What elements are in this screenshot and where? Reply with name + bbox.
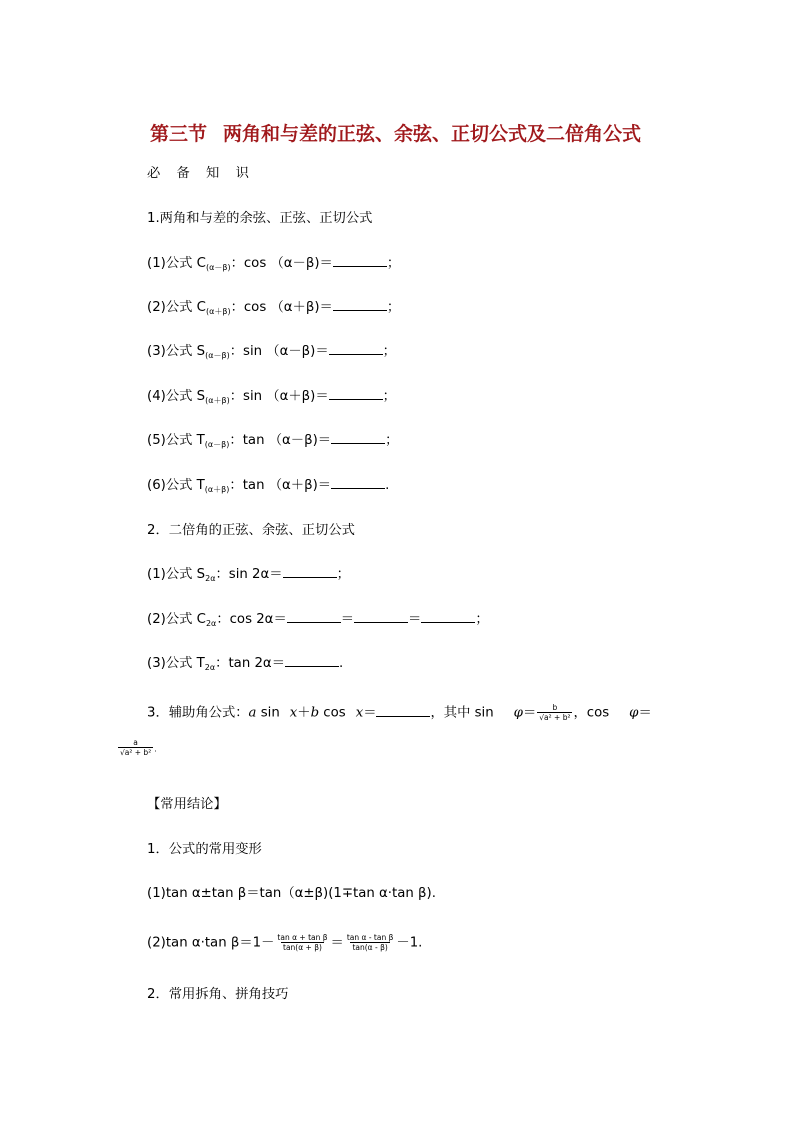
formula-end: ；	[386, 300, 401, 315]
answer-blank[interactable]	[287, 612, 341, 623]
auxiliary-angle-formula-cont	[117, 738, 157, 759]
answer-blank[interactable]	[331, 433, 385, 444]
formula-t-minus	[147, 432, 398, 454]
answer-blank[interactable]	[329, 389, 383, 400]
formula-prefix: (2)公式 C	[147, 300, 206, 315]
formula-expr: ：tan 2α＝	[215, 656, 285, 671]
answer-blank[interactable]	[421, 612, 475, 623]
formula-expr: ：sin （α－β)＝	[229, 344, 329, 359]
formula-subscript: (α＋β)	[204, 485, 230, 494]
var-x: x	[289, 705, 298, 721]
formula-end: .	[339, 656, 344, 671]
formula-subscript: (α＋β)	[205, 307, 231, 316]
formula-end: ；	[386, 256, 401, 271]
formula-prefix: (1)公式 C	[147, 256, 206, 271]
formula-end: ；	[382, 344, 396, 359]
answer-blank[interactable]	[285, 656, 339, 667]
answer-blank[interactable]	[333, 300, 387, 311]
answer-blank[interactable]	[354, 612, 408, 623]
var-b: b	[310, 705, 320, 721]
var-a: a	[248, 705, 257, 721]
formula-t2a	[147, 655, 343, 677]
formula-c-plus	[147, 299, 400, 321]
formula-s2a	[147, 566, 350, 588]
var-phi: φ	[629, 705, 639, 721]
formula-expr: ：sin 2α＝	[215, 567, 283, 582]
formula-subscript: (α－β)	[205, 351, 230, 360]
text-where: ，其中 sin	[430, 705, 494, 721]
formula-end: ；	[336, 567, 350, 582]
auxiliary-angle-formula	[147, 703, 652, 723]
formula-c-minus	[147, 255, 400, 277]
answer-blank[interactable]	[329, 344, 383, 355]
formula-expr: ：sin （α＋β)＝	[229, 389, 329, 404]
fraction-a-over-root: $\frac{a}{\text{√a² + b²}}$	[120, 738, 152, 757]
equals-sign: ＝	[330, 935, 344, 951]
formula-expr: ：cos （α－β)＝	[230, 256, 333, 271]
formula-expr: ：cos （α＋β)＝	[230, 300, 333, 315]
formula-prefix: (3)公式 T	[147, 656, 205, 671]
fraction-tan-sum: $\frac{\text{tan α + tan β}}{\tan(\alpha + \beta)}$	[277, 933, 328, 952]
formula-subscript: (α－β)	[205, 263, 231, 272]
answer-blank[interactable]	[376, 706, 430, 717]
func-sin: sin	[256, 705, 280, 721]
page-title	[150, 119, 670, 146]
formula-end: ；	[382, 389, 396, 404]
knowledge-heading: 必 备 知 识	[147, 166, 255, 181]
formula-prefix: (2)tan α·tan β＝1－	[147, 935, 275, 951]
section-title: 两角和与差的正弦、余弦、正切公式及二倍角公式	[223, 123, 642, 145]
equals-sign: ＝	[638, 705, 652, 721]
answer-blank[interactable]	[331, 478, 385, 489]
formula-end: .	[154, 744, 157, 754]
formula-prefix: (3)公式 S	[147, 344, 206, 359]
plus-sign: ＋	[297, 705, 311, 721]
formula-end: －1.	[396, 935, 423, 951]
formula-prefix: (2)公式 C	[147, 612, 206, 627]
section-number: 第三节	[150, 123, 208, 145]
formula-s-minus	[147, 343, 396, 365]
answer-blank[interactable]	[283, 567, 337, 578]
formula-subscript: 2α	[205, 574, 216, 583]
tan-product-identity	[147, 933, 422, 953]
formula-subscript: (α＋β)	[205, 396, 230, 405]
formula-prefix: (1)公式 S	[147, 567, 206, 582]
formula-c2a	[147, 611, 489, 633]
equals-sign: ＝	[408, 612, 422, 627]
equals-sign: ＝	[340, 612, 355, 627]
common-conclusions-heading: 【常用结论】	[147, 797, 227, 812]
formula-prefix: (4)公式 S	[147, 389, 206, 404]
fraction-tan-diff: $\frac{\text{tan α - tan β}}{\tan(\alpha - \beta)}$	[346, 933, 394, 952]
formula-end: ；	[385, 433, 399, 448]
formula-prefix: (6)公式 T	[147, 478, 205, 493]
part1-heading: 1.两角和与差的余弦、正弦、正切公式	[147, 211, 373, 226]
equals-sign: ＝	[363, 705, 377, 721]
formula-expr: ：tan （α－β)＝	[229, 433, 332, 448]
tan-sum-identity: (1)tan α±tan β＝tan（α±β)(1∓tan α·tan β).	[147, 886, 436, 901]
answer-blank[interactable]	[333, 256, 387, 267]
func-cos: cos	[319, 705, 346, 721]
formula-expr: ：cos 2α＝	[216, 612, 287, 627]
conclusion2-heading: 2．常用拆角、拼角技巧	[147, 987, 289, 1002]
formula-s-plus	[147, 388, 396, 410]
formula-end: ；	[475, 612, 489, 627]
fraction-b-over-root: $\frac{b}{\text{√a² + b²}}$	[539, 703, 571, 722]
formula-t-plus	[147, 477, 389, 499]
formula-prefix: 3．辅助角公式：	[147, 705, 249, 721]
formula-subscript: 2α	[204, 663, 216, 672]
var-x: x	[355, 705, 364, 721]
conclusion1-heading: 1．公式的常用变形	[147, 842, 262, 857]
formula-expr: ：tan （α＋β)＝	[229, 478, 332, 493]
formula-end: .	[385, 478, 390, 493]
var-phi: φ	[513, 705, 523, 721]
equals-sign: ＝	[522, 705, 537, 721]
formula-subscript: 2α	[205, 619, 217, 628]
text-cos: ，cos	[573, 705, 610, 721]
part2-heading: 2．二倍角的正弦、余弦、正切公式	[147, 523, 355, 538]
formula-prefix: (5)公式 T	[147, 433, 205, 448]
formula-subscript: (α－β)	[204, 440, 230, 449]
